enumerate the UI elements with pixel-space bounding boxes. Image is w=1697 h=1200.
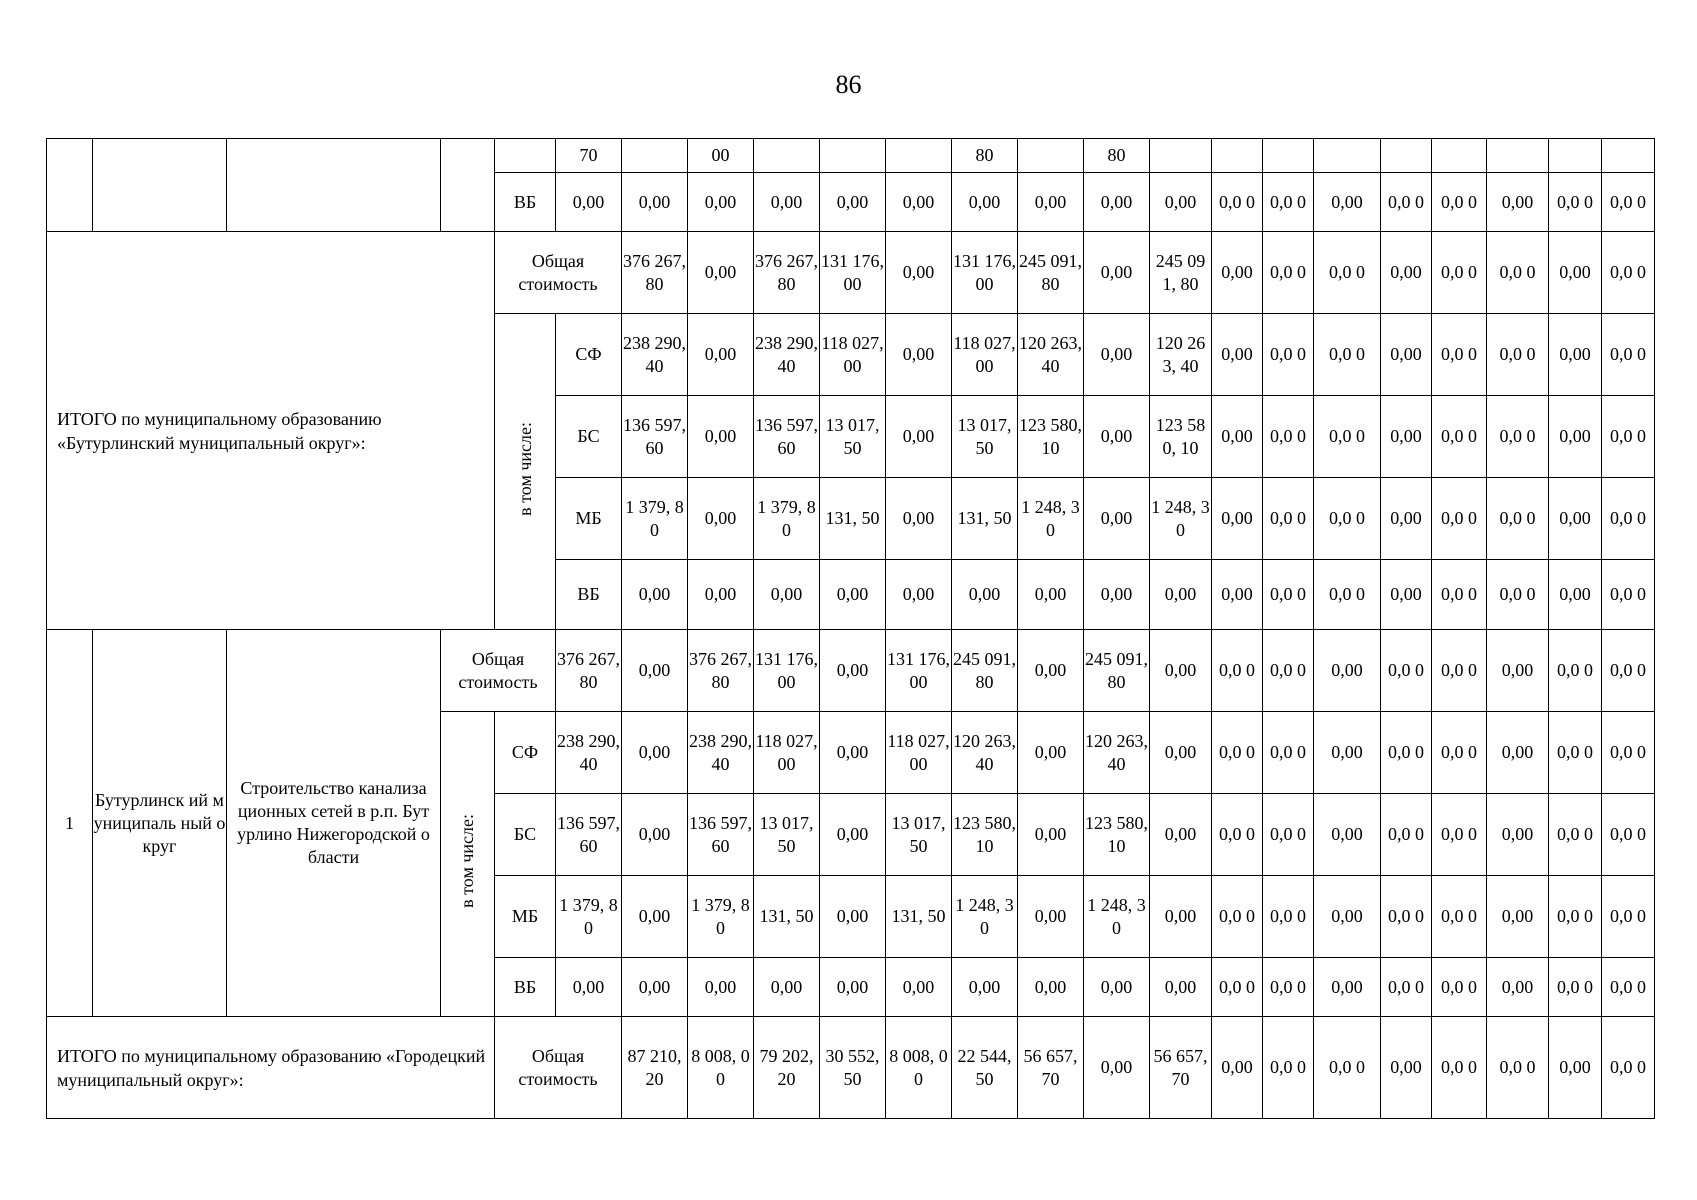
value-cell: 0,00 <box>1150 173 1212 232</box>
value-cell: 1 379, 80 <box>556 876 622 958</box>
value-cell: 131 176, 00 <box>820 232 886 314</box>
value-cell: 0,00 <box>1381 478 1432 560</box>
value-cell: 0,00 <box>754 560 820 630</box>
funding-code: СФ <box>495 712 556 794</box>
value-cell: 0,00 <box>1018 560 1084 630</box>
value-cell: 0,00 <box>1212 478 1263 560</box>
value-cell: 0,00 <box>886 958 952 1017</box>
value-cell: 0,00 <box>886 560 952 630</box>
value-cell: 376 267, 80 <box>622 232 688 314</box>
value-cell: 0,0 0 <box>1549 173 1602 232</box>
value-cell: 0,00 <box>952 560 1018 630</box>
value-cell: 0,0 0 <box>1432 560 1487 630</box>
value-cell: 0,00 <box>1314 630 1381 712</box>
value-cell: 0,00 <box>1084 478 1150 560</box>
value-cell: 0,0 0 <box>1314 232 1381 314</box>
value-cell: 0,0 0 <box>1549 630 1602 712</box>
value-cell: 00 <box>688 139 754 173</box>
value-cell: 0,0 0 <box>1432 173 1487 232</box>
value-cell: 0,00 <box>1150 630 1212 712</box>
value-cell: 123 580, 10 <box>1150 396 1212 478</box>
value-cell: 0,0 0 <box>1212 630 1263 712</box>
value-cell: 131 176, 00 <box>952 232 1018 314</box>
item-municipality: Бутурлинск ий муниципаль ный округ <box>93 630 227 1017</box>
value-cell: 0,0 0 <box>1432 478 1487 560</box>
including-label: в том числе: <box>514 421 535 516</box>
value-cell: 0,0 0 <box>1487 1017 1549 1119</box>
value-cell: 120 263, 40 <box>1018 314 1084 396</box>
value-cell: 0,0 0 <box>1381 794 1432 876</box>
value-cell: 1 379, 80 <box>688 876 754 958</box>
value-cell: 0,0 0 <box>1263 314 1314 396</box>
value-cell: 118 027, 00 <box>820 314 886 396</box>
page-number: 86 <box>835 70 862 99</box>
value-cell: 0,0 0 <box>1602 712 1655 794</box>
value-cell: 0,00 <box>1084 396 1150 478</box>
value-cell: 120 263, 40 <box>1150 314 1212 396</box>
value-cell: 0,0 0 <box>1263 396 1314 478</box>
value-cell <box>1381 139 1432 173</box>
value-cell: 136 597, 60 <box>688 794 754 876</box>
value-cell: 80 <box>952 139 1018 173</box>
continuation-top-row <box>47 139 1655 173</box>
value-cell: 0,0 0 <box>1432 876 1487 958</box>
including-label-cell <box>441 712 495 1017</box>
value-cell: 0,00 <box>1018 794 1084 876</box>
funding-code: ВБ <box>556 560 622 630</box>
value-cell <box>1212 139 1263 173</box>
value-cell: 0,00 <box>1150 560 1212 630</box>
value-cell: 0,00 <box>1212 232 1263 314</box>
value-cell: 0,00 <box>556 173 622 232</box>
funding-code: ВБ <box>495 958 556 1017</box>
value-cell: 245 091, 80 <box>1084 630 1150 712</box>
value-cell: 0,00 <box>1549 314 1602 396</box>
value-cell: 0,00 <box>622 560 688 630</box>
value-cell: 0,0 0 <box>1314 314 1381 396</box>
value-cell: 0,0 0 <box>1432 630 1487 712</box>
value-cell: 0,0 0 <box>1263 958 1314 1017</box>
value-cell: 0,0 0 <box>1432 314 1487 396</box>
value-cell: 0,00 <box>1212 396 1263 478</box>
value-cell: 0,0 0 <box>1602 560 1655 630</box>
value-cell: 1 379, 80 <box>622 478 688 560</box>
value-cell: 56 657, 70 <box>1018 1017 1084 1119</box>
value-cell <box>1150 139 1212 173</box>
value-cell: 1 248, 30 <box>1150 478 1212 560</box>
value-cell: 0,0 0 <box>1263 712 1314 794</box>
value-cell: 0,0 0 <box>1314 478 1381 560</box>
value-cell: 0,0 0 <box>1602 478 1655 560</box>
value-cell: 0,00 <box>1084 560 1150 630</box>
value-cell: 0,00 <box>688 232 754 314</box>
value-cell: 136 597, 60 <box>622 396 688 478</box>
value-cell: 8 008, 00 <box>886 1017 952 1119</box>
value-cell: 0,00 <box>622 712 688 794</box>
value-cell: 0,00 <box>622 173 688 232</box>
value-cell: 131 176, 00 <box>886 630 952 712</box>
value-cell: 0,00 <box>1018 876 1084 958</box>
value-cell: 0,00 <box>688 560 754 630</box>
value-cell: 376 267, 80 <box>754 232 820 314</box>
value-cell: 376 267, 80 <box>688 630 754 712</box>
value-cell: 0,0 0 <box>1487 232 1549 314</box>
value-cell: 0,00 <box>886 314 952 396</box>
value-cell: 123 580, 10 <box>1084 794 1150 876</box>
value-cell: 0,0 0 <box>1314 560 1381 630</box>
value-cell: 0,0 0 <box>1602 1017 1655 1119</box>
value-cell: 131, 50 <box>886 876 952 958</box>
value-cell <box>1602 139 1655 173</box>
value-cell: 0,0 0 <box>1602 173 1655 232</box>
value-cell: 0,00 <box>1150 958 1212 1017</box>
value-cell: 0,00 <box>1018 958 1084 1017</box>
value-cell: 0,00 <box>1381 396 1432 478</box>
value-cell: 0,0 0 <box>1381 173 1432 232</box>
value-cell <box>1487 139 1549 173</box>
value-cell: 131, 50 <box>952 478 1018 560</box>
value-cell: 0,00 <box>1212 314 1263 396</box>
total-buturlino-total-row <box>47 232 1655 314</box>
value-cell: 30 552, 50 <box>820 1017 886 1119</box>
value-cell: 0,00 <box>952 958 1018 1017</box>
value-cell: 0,00 <box>1150 794 1212 876</box>
value-cell: 0,00 <box>820 876 886 958</box>
value-cell <box>622 139 688 173</box>
value-cell: 13 017, 50 <box>952 396 1018 478</box>
value-cell: 136 597, 60 <box>556 794 622 876</box>
funding-code: БС <box>495 794 556 876</box>
value-cell: 0,00 <box>820 560 886 630</box>
value-cell: 0,0 0 <box>1602 958 1655 1017</box>
value-cell: 0,0 0 <box>1549 958 1602 1017</box>
value-cell: 0,0 0 <box>1602 876 1655 958</box>
value-cell: 0,00 <box>1084 958 1150 1017</box>
value-cell: 0,00 <box>688 478 754 560</box>
value-cell: 0,0 0 <box>1263 478 1314 560</box>
value-cell: 1 379, 80 <box>754 478 820 560</box>
including-label-cell <box>495 314 556 630</box>
value-cell: 0,0 0 <box>1212 173 1263 232</box>
value-cell: 70 <box>556 139 622 173</box>
value-cell: 87 210, 20 <box>622 1017 688 1119</box>
value-cell: 123 580, 10 <box>952 794 1018 876</box>
value-cell: 0,00 <box>820 630 886 712</box>
value-cell: 120 263, 40 <box>1084 712 1150 794</box>
value-cell: 0,00 <box>1018 630 1084 712</box>
value-cell: 0,00 <box>1084 314 1150 396</box>
value-cell: 0,00 <box>1487 712 1549 794</box>
value-cell: 0,0 0 <box>1487 314 1549 396</box>
value-cell: 376 267, 80 <box>556 630 622 712</box>
total-gorodets-title: ИТОГО по муниципальному образованию «Городецкий муниципальный округ»: <box>47 1017 495 1119</box>
value-cell: 0,00 <box>820 794 886 876</box>
value-cell: 0,00 <box>886 173 952 232</box>
value-cell: 0,00 <box>556 958 622 1017</box>
value-cell: 0,00 <box>1487 794 1549 876</box>
value-cell: 0,0 0 <box>1432 1017 1487 1119</box>
value-cell <box>886 139 952 173</box>
total-cost-label: Общая стоимость <box>441 630 556 712</box>
value-cell: 0,00 <box>1084 173 1150 232</box>
value-cell: 0,00 <box>688 173 754 232</box>
value-cell: 0,0 0 <box>1263 876 1314 958</box>
value-cell: 0,00 <box>1549 396 1602 478</box>
value-cell: 0,0 0 <box>1432 232 1487 314</box>
value-cell: 136 597, 60 <box>754 396 820 478</box>
value-cell: 0,00 <box>820 173 886 232</box>
value-cell: 0,00 <box>622 794 688 876</box>
value-cell: 0,00 <box>886 478 952 560</box>
value-cell: 80 <box>1084 139 1150 173</box>
total-buturlino-title: ИТОГО по муниципальному образованию «Бутурлинский муниципальный округ»: <box>47 232 495 630</box>
value-cell: 0,0 0 <box>1602 794 1655 876</box>
value-cell: 238 290, 40 <box>688 712 754 794</box>
empty-number-cell <box>47 139 93 232</box>
value-cell: 0,0 0 <box>1549 712 1602 794</box>
value-cell: 0,0 0 <box>1263 232 1314 314</box>
value-cell: 0,00 <box>1549 1017 1602 1119</box>
value-cell: 0,00 <box>886 232 952 314</box>
value-cell: 0,0 0 <box>1381 712 1432 794</box>
value-cell: 0,0 0 <box>1432 794 1487 876</box>
value-cell: 56 657, 70 <box>1150 1017 1212 1119</box>
value-cell: 13 017, 50 <box>754 794 820 876</box>
value-cell: 0,00 <box>1549 560 1602 630</box>
value-cell: 13 017, 50 <box>886 794 952 876</box>
value-cell: 0,00 <box>1314 958 1381 1017</box>
value-cell: 238 290, 40 <box>754 314 820 396</box>
value-cell: 0,00 <box>1487 876 1549 958</box>
empty-including-cell <box>441 139 495 232</box>
value-cell: 0,00 <box>688 958 754 1017</box>
funding-code: БС <box>556 396 622 478</box>
value-cell: 0,0 0 <box>1381 630 1432 712</box>
value-cell: 131, 50 <box>820 478 886 560</box>
value-cell: 0,00 <box>820 712 886 794</box>
value-cell: 0,0 0 <box>1432 712 1487 794</box>
value-cell: 0,00 <box>1314 876 1381 958</box>
value-cell: 0,0 0 <box>1314 1017 1381 1119</box>
value-cell: 0,00 <box>1314 173 1381 232</box>
value-cell: 0,00 <box>1018 173 1084 232</box>
value-cell <box>1263 139 1314 173</box>
value-cell <box>1549 139 1602 173</box>
value-cell: 1 248, 30 <box>952 876 1018 958</box>
value-cell: 0,0 0 <box>1212 794 1263 876</box>
value-cell: 0,00 <box>688 396 754 478</box>
value-cell: 118 027, 00 <box>886 712 952 794</box>
value-cell: 0,00 <box>1487 958 1549 1017</box>
value-cell: 0,00 <box>1487 630 1549 712</box>
value-cell: 131, 50 <box>754 876 820 958</box>
value-cell: 0,00 <box>886 396 952 478</box>
value-cell: 0,0 0 <box>1602 314 1655 396</box>
value-cell: 0,0 0 <box>1602 232 1655 314</box>
value-cell: 0,00 <box>1487 173 1549 232</box>
including-label: в том числе: <box>457 814 477 908</box>
value-cell: 0,0 0 <box>1381 958 1432 1017</box>
value-cell: 0,0 0 <box>1263 173 1314 232</box>
value-cell: 0,00 <box>1018 712 1084 794</box>
value-cell: 120 263, 40 <box>952 712 1018 794</box>
value-cell: 123 580, 10 <box>1018 396 1084 478</box>
funding-code: МБ <box>556 478 622 560</box>
funding-code: МБ <box>495 876 556 958</box>
value-cell: 245 091, 80 <box>952 630 1018 712</box>
value-cell: 0,0 0 <box>1263 560 1314 630</box>
value-cell <box>754 139 820 173</box>
empty-municipality-cell <box>93 139 227 232</box>
value-cell: 8 008, 00 <box>688 1017 754 1119</box>
funding-code: ВБ <box>495 173 556 232</box>
item-object: Строительство канализационных сетей в р.п. Бутурлино Нижегородской области <box>227 630 441 1017</box>
value-cell: 0,00 <box>1381 314 1432 396</box>
value-cell: 0,00 <box>1549 232 1602 314</box>
value-cell: 0,00 <box>622 630 688 712</box>
value-cell: 245 091, 80 <box>1018 232 1084 314</box>
value-cell <box>820 139 886 173</box>
value-cell: 0,00 <box>1314 712 1381 794</box>
value-cell: 79 202, 20 <box>754 1017 820 1119</box>
value-cell: 0,00 <box>1549 478 1602 560</box>
value-cell: 0,0 0 <box>1487 560 1549 630</box>
budget-table <box>46 138 1655 1119</box>
value-cell: 0,00 <box>1212 1017 1263 1119</box>
value-cell: 0,0 0 <box>1602 630 1655 712</box>
value-cell <box>1314 139 1381 173</box>
total-cost-label: Общая стоимость <box>495 1017 622 1119</box>
value-cell: 238 290, 40 <box>556 712 622 794</box>
value-cell: 0,0 0 <box>1263 1017 1314 1119</box>
value-cell: 0,00 <box>1381 232 1432 314</box>
total-gorodets-total-row <box>47 1017 1655 1119</box>
value-cell: 0,0 0 <box>1263 794 1314 876</box>
value-cell: 0,0 0 <box>1314 396 1381 478</box>
value-cell: 131 176, 00 <box>754 630 820 712</box>
value-cell: 0,0 0 <box>1212 876 1263 958</box>
value-cell: 1 248, 30 <box>1084 876 1150 958</box>
value-cell: 118 027, 00 <box>754 712 820 794</box>
value-cell: 1 248, 30 <box>1018 478 1084 560</box>
value-cell: 118 027, 00 <box>952 314 1018 396</box>
value-cell: 0,00 <box>622 876 688 958</box>
value-cell: 0,00 <box>1084 1017 1150 1119</box>
value-cell: 0,00 <box>1212 560 1263 630</box>
value-cell: 0,0 0 <box>1212 712 1263 794</box>
value-cell: 0,0 0 <box>1549 876 1602 958</box>
value-cell: 0,00 <box>952 173 1018 232</box>
value-cell: 13 017, 50 <box>820 396 886 478</box>
value-cell: 0,00 <box>1381 1017 1432 1119</box>
value-cell: 0,0 0 <box>1602 396 1655 478</box>
item-number: 1 <box>47 630 93 1017</box>
total-cost-label: Общая стоимость <box>495 232 622 314</box>
value-cell: 0,0 0 <box>1432 396 1487 478</box>
value-cell: 0,00 <box>1381 560 1432 630</box>
empty-code-cell <box>495 139 556 173</box>
value-cell: 0,0 0 <box>1487 396 1549 478</box>
value-cell: 0,00 <box>754 173 820 232</box>
value-cell: 0,00 <box>820 958 886 1017</box>
value-cell: 0,0 0 <box>1549 794 1602 876</box>
value-cell: 245 091, 80 <box>1150 232 1212 314</box>
empty-object-cell <box>227 139 441 232</box>
value-cell: 0,00 <box>688 314 754 396</box>
value-cell: 0,0 0 <box>1432 958 1487 1017</box>
value-cell: 0,00 <box>622 958 688 1017</box>
funding-code: СФ <box>556 314 622 396</box>
value-cell: 0,00 <box>1150 876 1212 958</box>
value-cell <box>1018 139 1084 173</box>
value-cell: 0,00 <box>1150 712 1212 794</box>
value-cell: 0,00 <box>754 958 820 1017</box>
value-cell: 0,0 0 <box>1212 958 1263 1017</box>
value-cell: 0,0 0 <box>1263 630 1314 712</box>
value-cell: 22 544, 50 <box>952 1017 1018 1119</box>
value-cell: 0,0 0 <box>1487 478 1549 560</box>
value-cell: 238 290, 40 <box>622 314 688 396</box>
value-cell: 0,00 <box>1314 794 1381 876</box>
value-cell: 0,00 <box>1084 232 1150 314</box>
item-1-total-row <box>47 630 1655 712</box>
value-cell <box>1432 139 1487 173</box>
value-cell: 0,0 0 <box>1381 876 1432 958</box>
